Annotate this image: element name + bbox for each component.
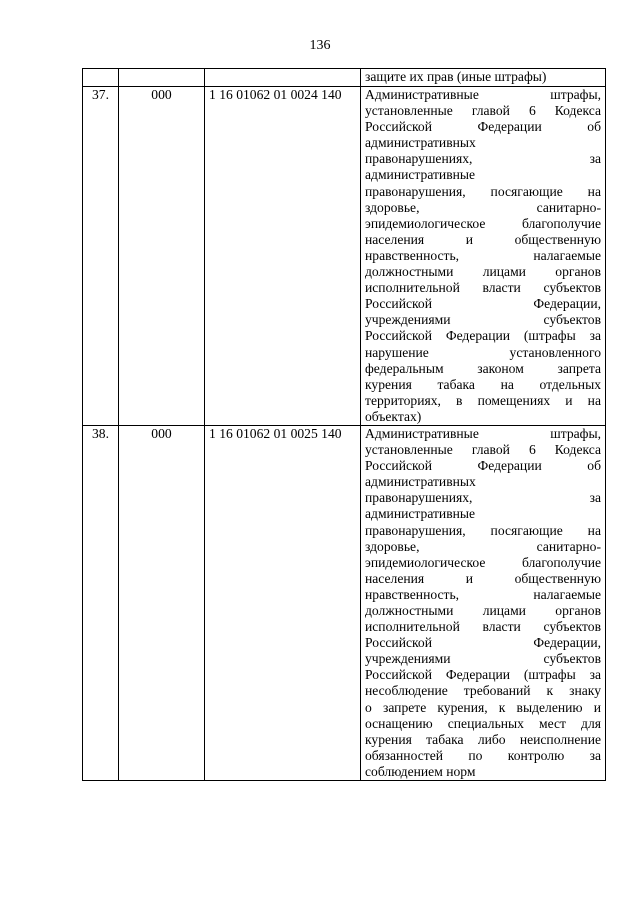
administrator-code-cell: 000 [119,87,205,426]
description-line: административных [365,474,476,490]
table-row-continuation [83,69,606,87]
description-line: населения и общественную [365,231,601,247]
description-line: исполнительной власти субъектов [365,280,601,296]
description-line: Российской Федерации (штрафы за [365,328,601,344]
description-line: нравственность, налагаемые [365,247,601,263]
description-line: эпидемиологическое благополучие [365,215,601,231]
description-line: о запрете курения, к выделению и [365,699,601,715]
administrator-code-cell: 000 [119,425,205,780]
description-line: Российской Федерации (штрафы за [365,667,601,683]
description-line: правонарушения, посягающие на [365,522,601,538]
description-line: курения табака на отдельных [365,376,601,392]
description-line: населения и общественную [365,570,601,586]
table-row-37 [83,87,606,426]
description-line: нарушение установленного [365,344,601,360]
description-line: административные [365,506,476,522]
description-cell: защите их прав (иные штрафы) [361,69,606,87]
administrator-code-cell [119,69,205,87]
budget-classification-code-cell: 1 16 01062 01 0025 140 [205,425,361,780]
description-line: установленные главой 6 Кодекса [365,103,601,119]
page-number: 136 [309,38,331,53]
description-cell [361,425,606,780]
description-line: Российской Федерации, [365,635,601,651]
budget-classification-code-cell [205,69,361,87]
description-line: учреждениями субъектов [365,312,601,328]
budget-classification-code-cell: 1 16 01062 01 0024 140 [205,87,361,426]
row-number-cell [83,69,119,87]
description-line: несоблюдение требований к знаку [365,683,601,699]
description-line: правонарушениях, за [365,490,601,506]
description-line: оснащению специальных мест для [365,715,601,731]
description-line: обязанностей по контролю за [365,747,601,763]
description-line: Российской Федерации об [365,119,601,135]
description-line: правонарушениях, за [365,151,601,167]
description-line: должностными лицами органов [365,603,601,618]
row-number-cell: 38. [83,425,119,780]
description-line: курения табака либо неисполнение [365,731,601,747]
description-line: Административные штрафы, [365,87,601,102]
description-line: установленные главой 6 Кодекса [365,442,601,458]
description-line: учреждениями субъектов [365,651,601,667]
description-line: Административные штрафы, [365,425,601,441]
description-line: административные [365,167,476,183]
description-line: нравственность, налагаемые [365,586,601,602]
description-line: территориях, в помещениях и на [365,392,601,408]
description-line: соблюдением норм [365,763,476,779]
description-line: эпидемиологическое благополучие [365,554,601,570]
description-line: федеральным законом запрета [365,360,601,376]
description-line: здоровье, санитарно- [365,538,601,554]
description-line: административных [365,135,476,151]
description-line: должностными лицами органов [365,264,601,280]
description-line: объектах) [365,408,422,424]
description-line: правонарушения, посягающие на [365,183,601,199]
budget-codes-table [82,68,606,781]
description-cell [361,87,606,426]
row-number-cell: 37. [83,87,119,426]
description-line: Российской Федерации об [365,458,601,474]
description-line: исполнительной власти субъектов [365,619,601,635]
description-line: здоровье, санитарно- [365,199,601,215]
table-row-38 [83,425,606,780]
description-line: Российской Федерации, [365,296,601,312]
